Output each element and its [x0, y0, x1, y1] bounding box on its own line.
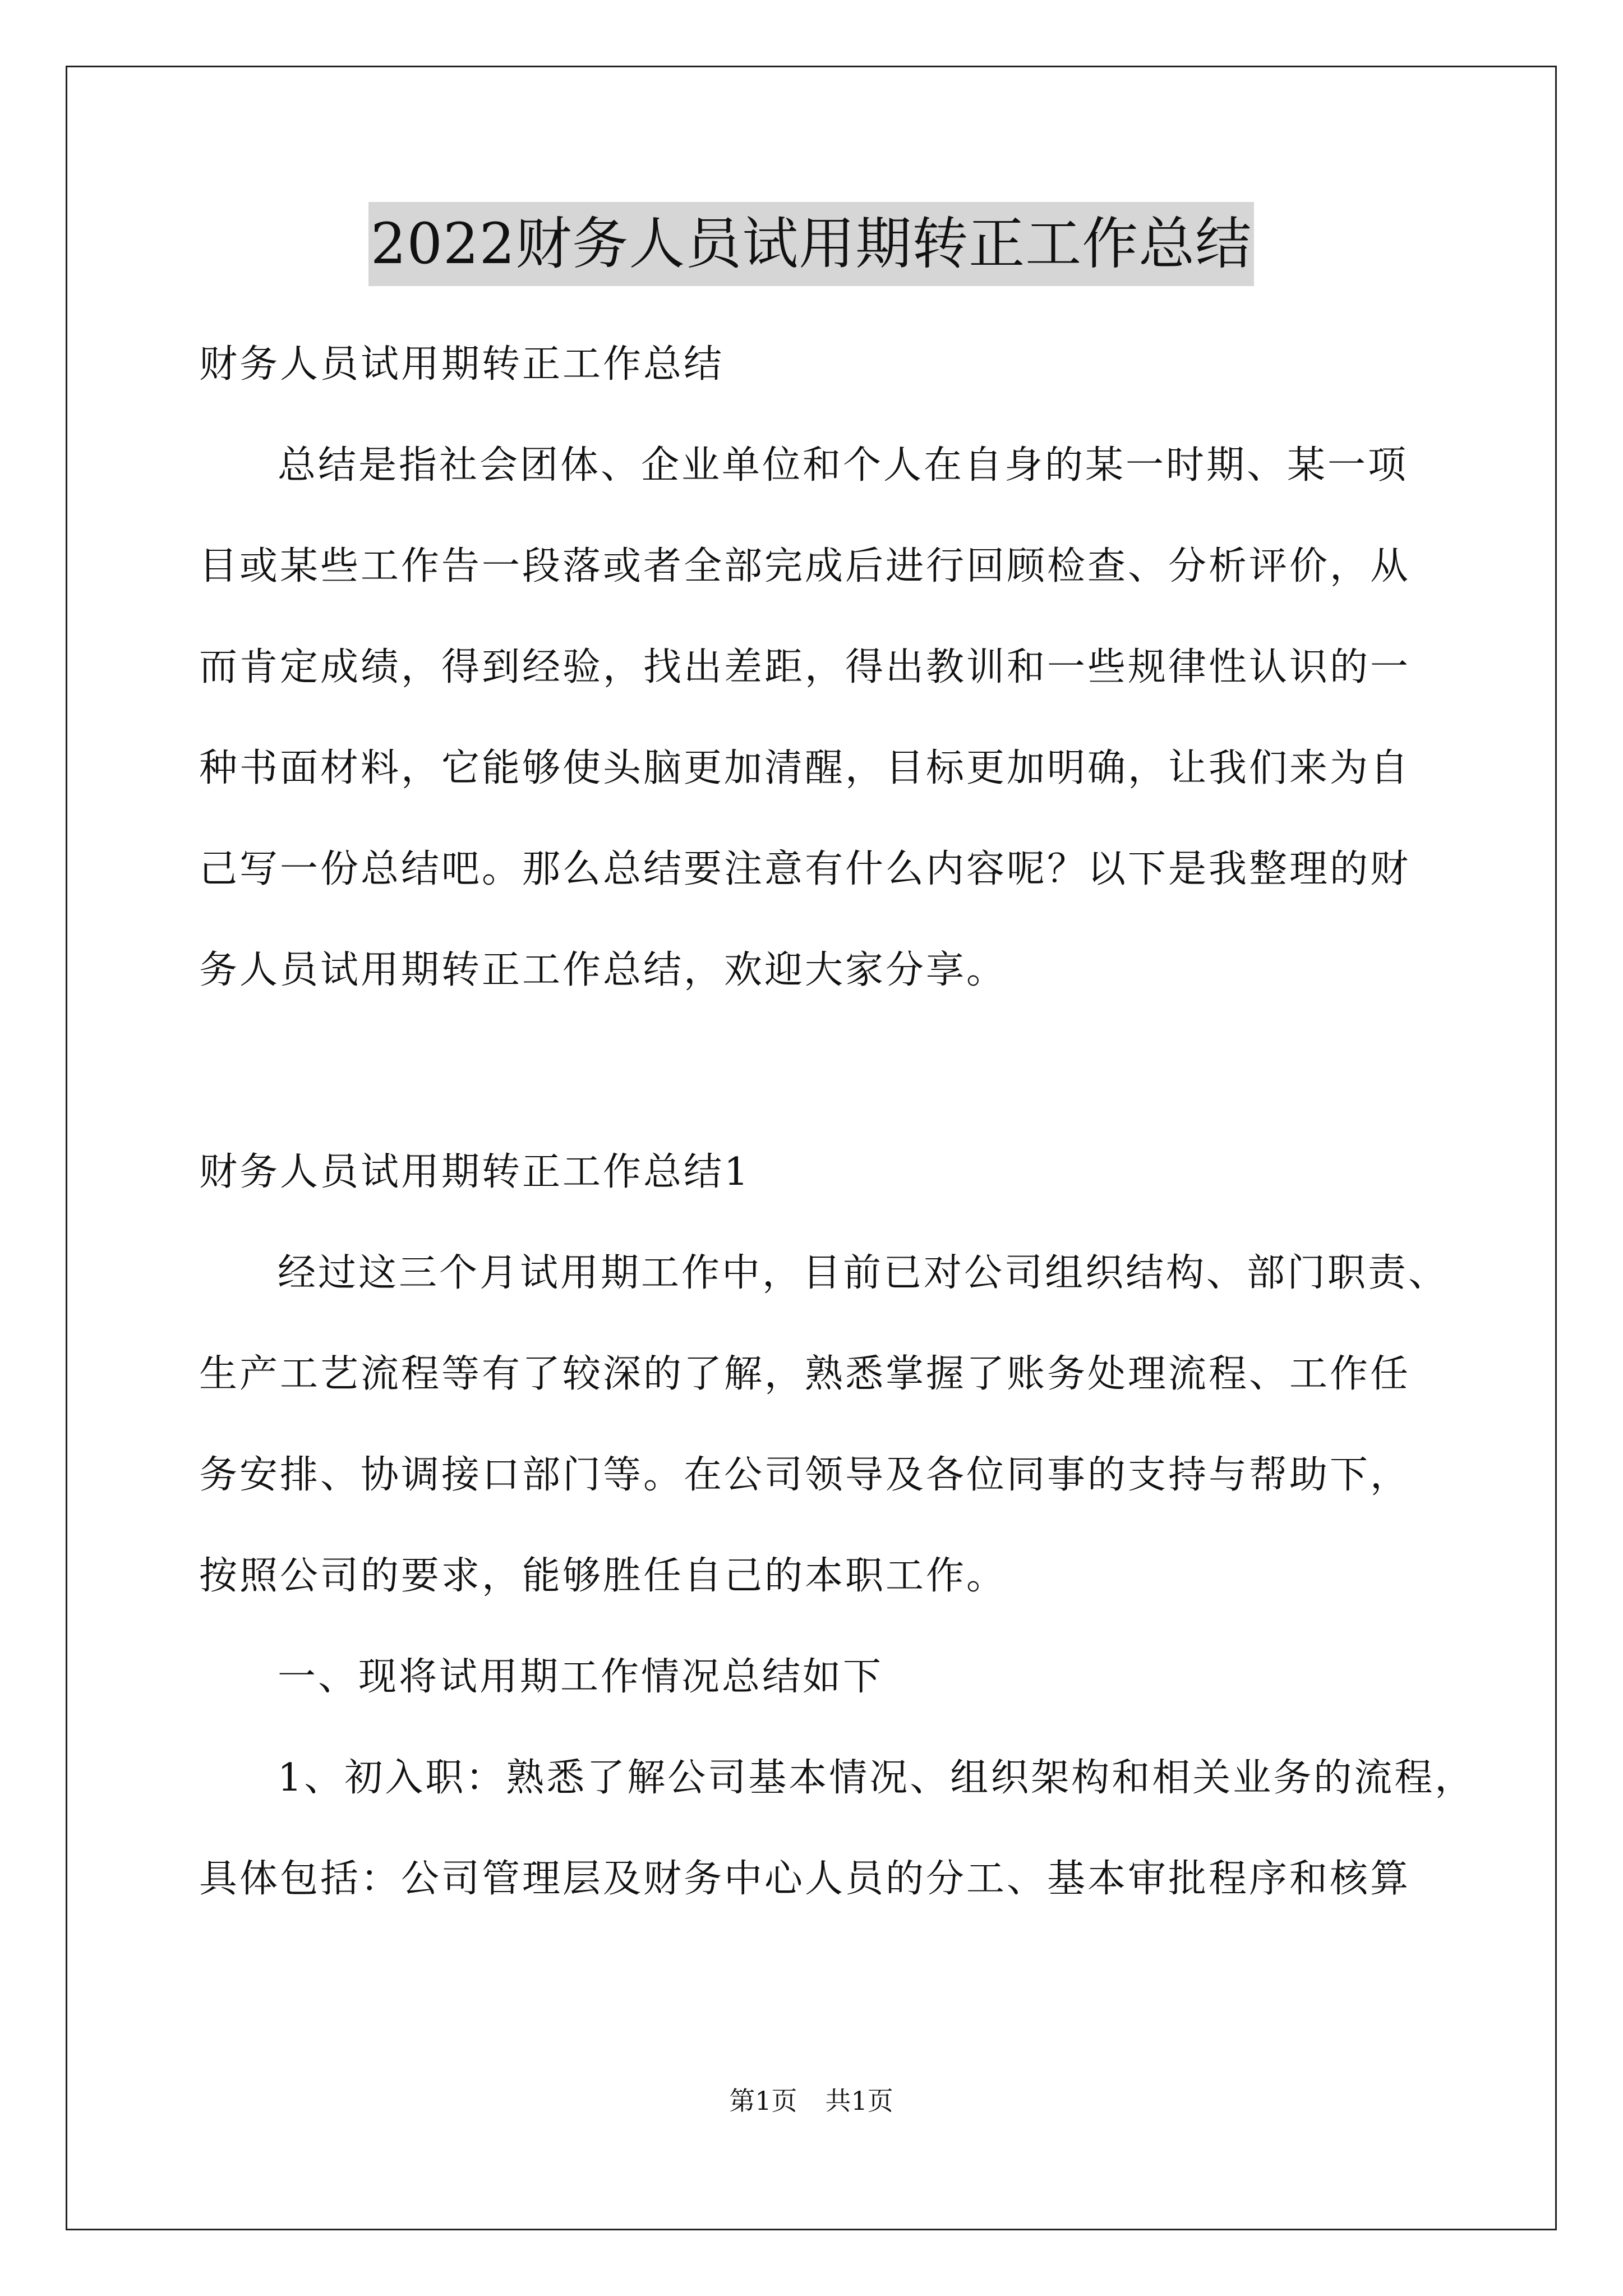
page-footer — [66, 2084, 1557, 2118]
document-body — [199, 314, 1476, 1930]
paragraph-line: 生产工艺流程等有了较深的了解，熟悉掌握了账务处理流程、工作任 — [199, 1352, 1411, 1396]
paragraph-line: 1、初入职：熟悉了解公司基本情况、组织架构和相关业务的流程， — [278, 1756, 1476, 1800]
paragraph-line: 经过这三个月试用期工作中，目前已对公司组织结构、部门职责、 — [278, 1251, 1449, 1295]
spacer — [199, 1021, 1438, 1122]
page-number-total: 共1页 — [825, 2086, 893, 2116]
paragraph-line: 务安排、协调接口部门等。在公司领导及各位同事的支持与帮助下， — [199, 1453, 1411, 1497]
section-heading: 财务人员试用期转正工作总结1 — [199, 1150, 751, 1194]
paragraph-line: 具体包括：公司管理层及财务中心人员的分工、基本审批程序和核算 — [199, 1857, 1411, 1901]
section-heading: 财务人员试用期转正工作总结 — [199, 342, 725, 386]
subsection-heading: 一、现将试用期工作情况总结如下 — [278, 1655, 884, 1699]
paragraph-line: 总结是指社会团体、企业单位和个人在自身的某一时期、某一项 — [278, 443, 1409, 487]
paragraph-line: 务人员试用期转正工作总结，欢迎大家分享。 — [199, 948, 1007, 992]
paragraph-line: 按照公司的要求，能够胜任自己的本职工作。 — [199, 1554, 1007, 1598]
title-container — [66, 202, 1557, 286]
page-number-current: 第1页 — [729, 2086, 797, 2116]
paragraph-line: 目或某些工作告一段落或者全部完成后进行回顾检查、分析评价，从 — [199, 544, 1411, 588]
document-title: 2022财务人员试用期转正工作总结 — [368, 202, 1255, 286]
paragraph-line: 种书面材料，它能够使头脑更加清醒，目标更加明确，让我们来为自 — [199, 746, 1411, 790]
paragraph-line: 而肯定成绩，得到经验，找出差距，得出教训和一些规律性认识的一 — [199, 645, 1411, 689]
paragraph-line: 己写一份总结吧。那么总结要注意有什么内容呢？以下是我整理的财 — [199, 847, 1411, 891]
